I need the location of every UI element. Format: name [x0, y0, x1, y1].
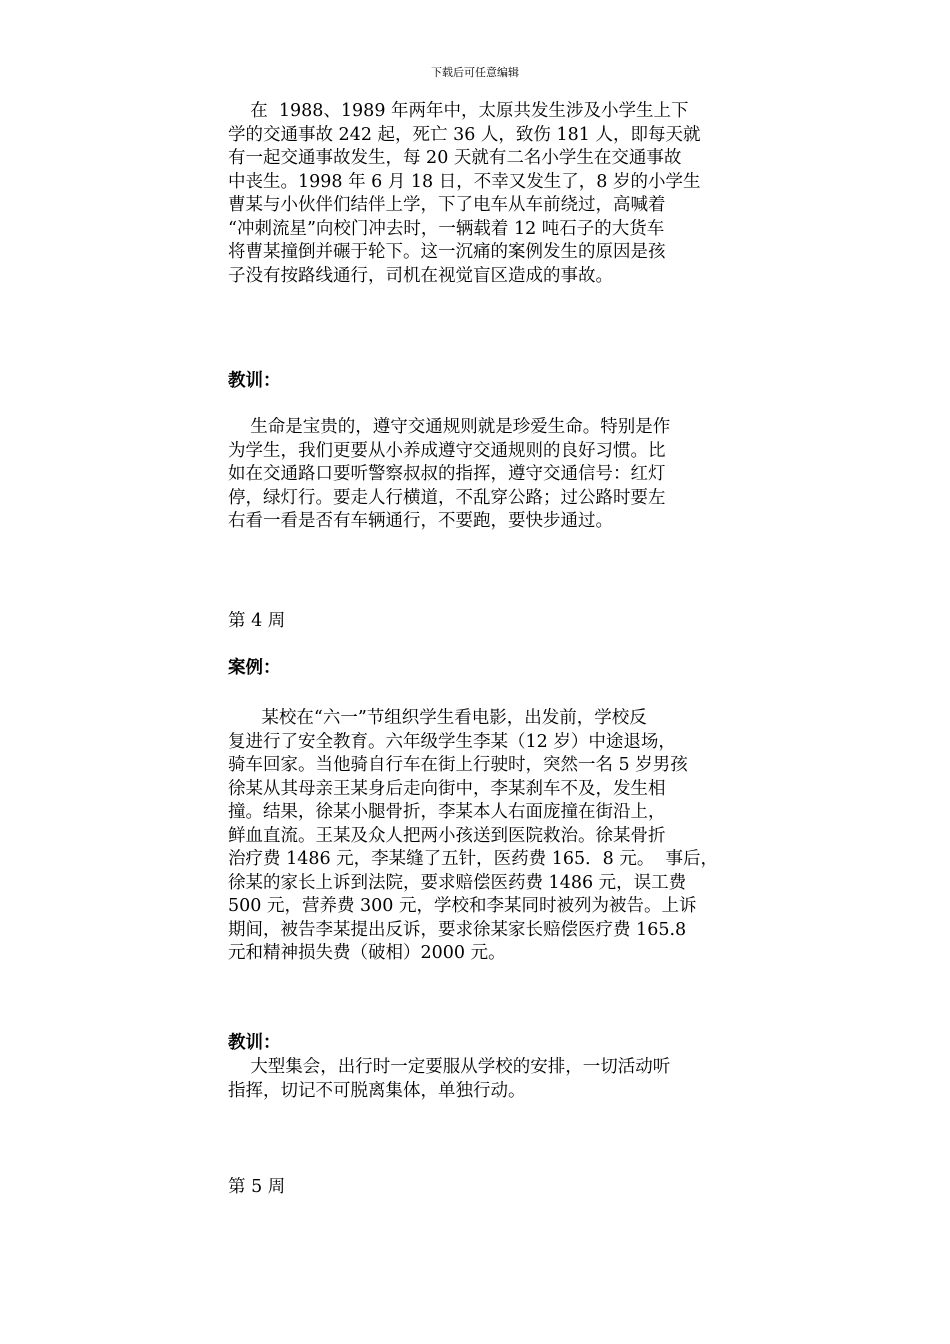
case-paragraph-2 — [228, 707, 718, 966]
paragraph-line: 鲜血直流。王某及众人把两小孩送到医院救治。徐某骨折 — [228, 825, 666, 846]
paragraph-line: 500 元，营养费 300 元，学校和李某同时被列为被告。上诉 — [228, 896, 697, 916]
lesson-paragraph-2 — [228, 1056, 670, 1103]
paragraph-line: 元和精神损失费（破相）2000 元。 — [228, 943, 506, 963]
paragraph-line: 复进行了安全教育。六年级学生李某（12 岁）中途退场， — [228, 731, 676, 752]
paragraph-line: 某校在“六一”节组织学生看电影，出发前，学校反 — [228, 708, 647, 728]
week-heading-4: 第 4 周 — [228, 611, 286, 631]
paragraph-line: 生命是宝贵的，遵守交通规则就是珍爱生命。特别是作 — [228, 417, 671, 437]
paragraph-line: 子没有按路线通行，司机在视觉盲区造成的事故。 — [228, 265, 613, 286]
paragraph-line: 中丧生。1998 年 6 月 18 日，不幸又发生了，8 岁的小学生 — [228, 171, 701, 192]
week-heading-5: 第 5 周 — [228, 1177, 286, 1197]
paragraph-line: 有一起交通事故发生，每 20 天就有二名小学生在交通事故 — [228, 148, 682, 168]
paragraph-line: 指挥，切记不可脱离集体，单独行动。 — [228, 1080, 526, 1101]
paragraph-line: 将曹某撞倒并碾于轮下。这一沉痛的案例发生的原因是孩 — [228, 242, 666, 262]
paragraph-line: 曹某与小伙伴们结伴上学，下了电车从车前绕过，高喊着 — [228, 195, 666, 215]
paragraph-line: 停，绿灯行。要走人行横道，不乱穿公路；过公路时要左 — [228, 487, 666, 508]
paragraph-line: 右看一看是否有车辆通行，不要跑，要快步通过。 — [228, 511, 613, 531]
paragraph-line: 徐某从其母亲王某身后走向街中，李某刹车不及，发生相 — [228, 778, 666, 799]
paragraph-line: 治疗费 1486 元，李某缝了五针，医药费 165．8 元。 事后， — [228, 849, 718, 869]
paragraph-line: 撞。结果，徐某小腿骨折，李某本人右面庞撞在街沿上， — [228, 802, 666, 822]
lesson-paragraph-1 — [228, 416, 670, 534]
paragraph-line: 如在交通路口要听警察叔叔的指挥，遵守交通信号：红灯 — [228, 464, 666, 484]
case-paragraph-1 — [228, 100, 700, 288]
page-header: 下载后可任意编辑 — [431, 66, 519, 79]
paragraph-line: 为学生，我们更要从小养成遵守交通规则的良好习惯。比 — [228, 440, 666, 461]
paragraph-line: 学的交通事故 242 起，死亡 36 人，致伤 181 人，即每天就 — [228, 124, 701, 145]
paragraph-line: 期间，被告李某提出反诉，要求徐某家长赔偿医疗费 165.8 — [228, 919, 687, 940]
case-heading: 案例： — [228, 658, 281, 678]
paragraph-line: 徐某的家长上诉到法院，要求赔偿医药费 1486 元，误工费 — [228, 872, 687, 893]
paragraph-line: 骑车回家。当他骑自行车在街上行驶时，突然一名 5 岁男孩 — [228, 755, 688, 775]
paragraph-line: 大型集会，出行时一定要服从学校的安排，一切活动听 — [228, 1057, 671, 1077]
paragraph-line: “冲刺流星”向校门冲去时，一辆载着 12 吨石子的大货车 — [228, 218, 665, 239]
lesson-heading-1: 教训： — [228, 371, 281, 391]
paragraph-line: 在 1988、1989 年两年中，太原共发生涉及小学生上下 — [228, 101, 689, 121]
lesson-heading-2: 教训： — [228, 1033, 281, 1053]
